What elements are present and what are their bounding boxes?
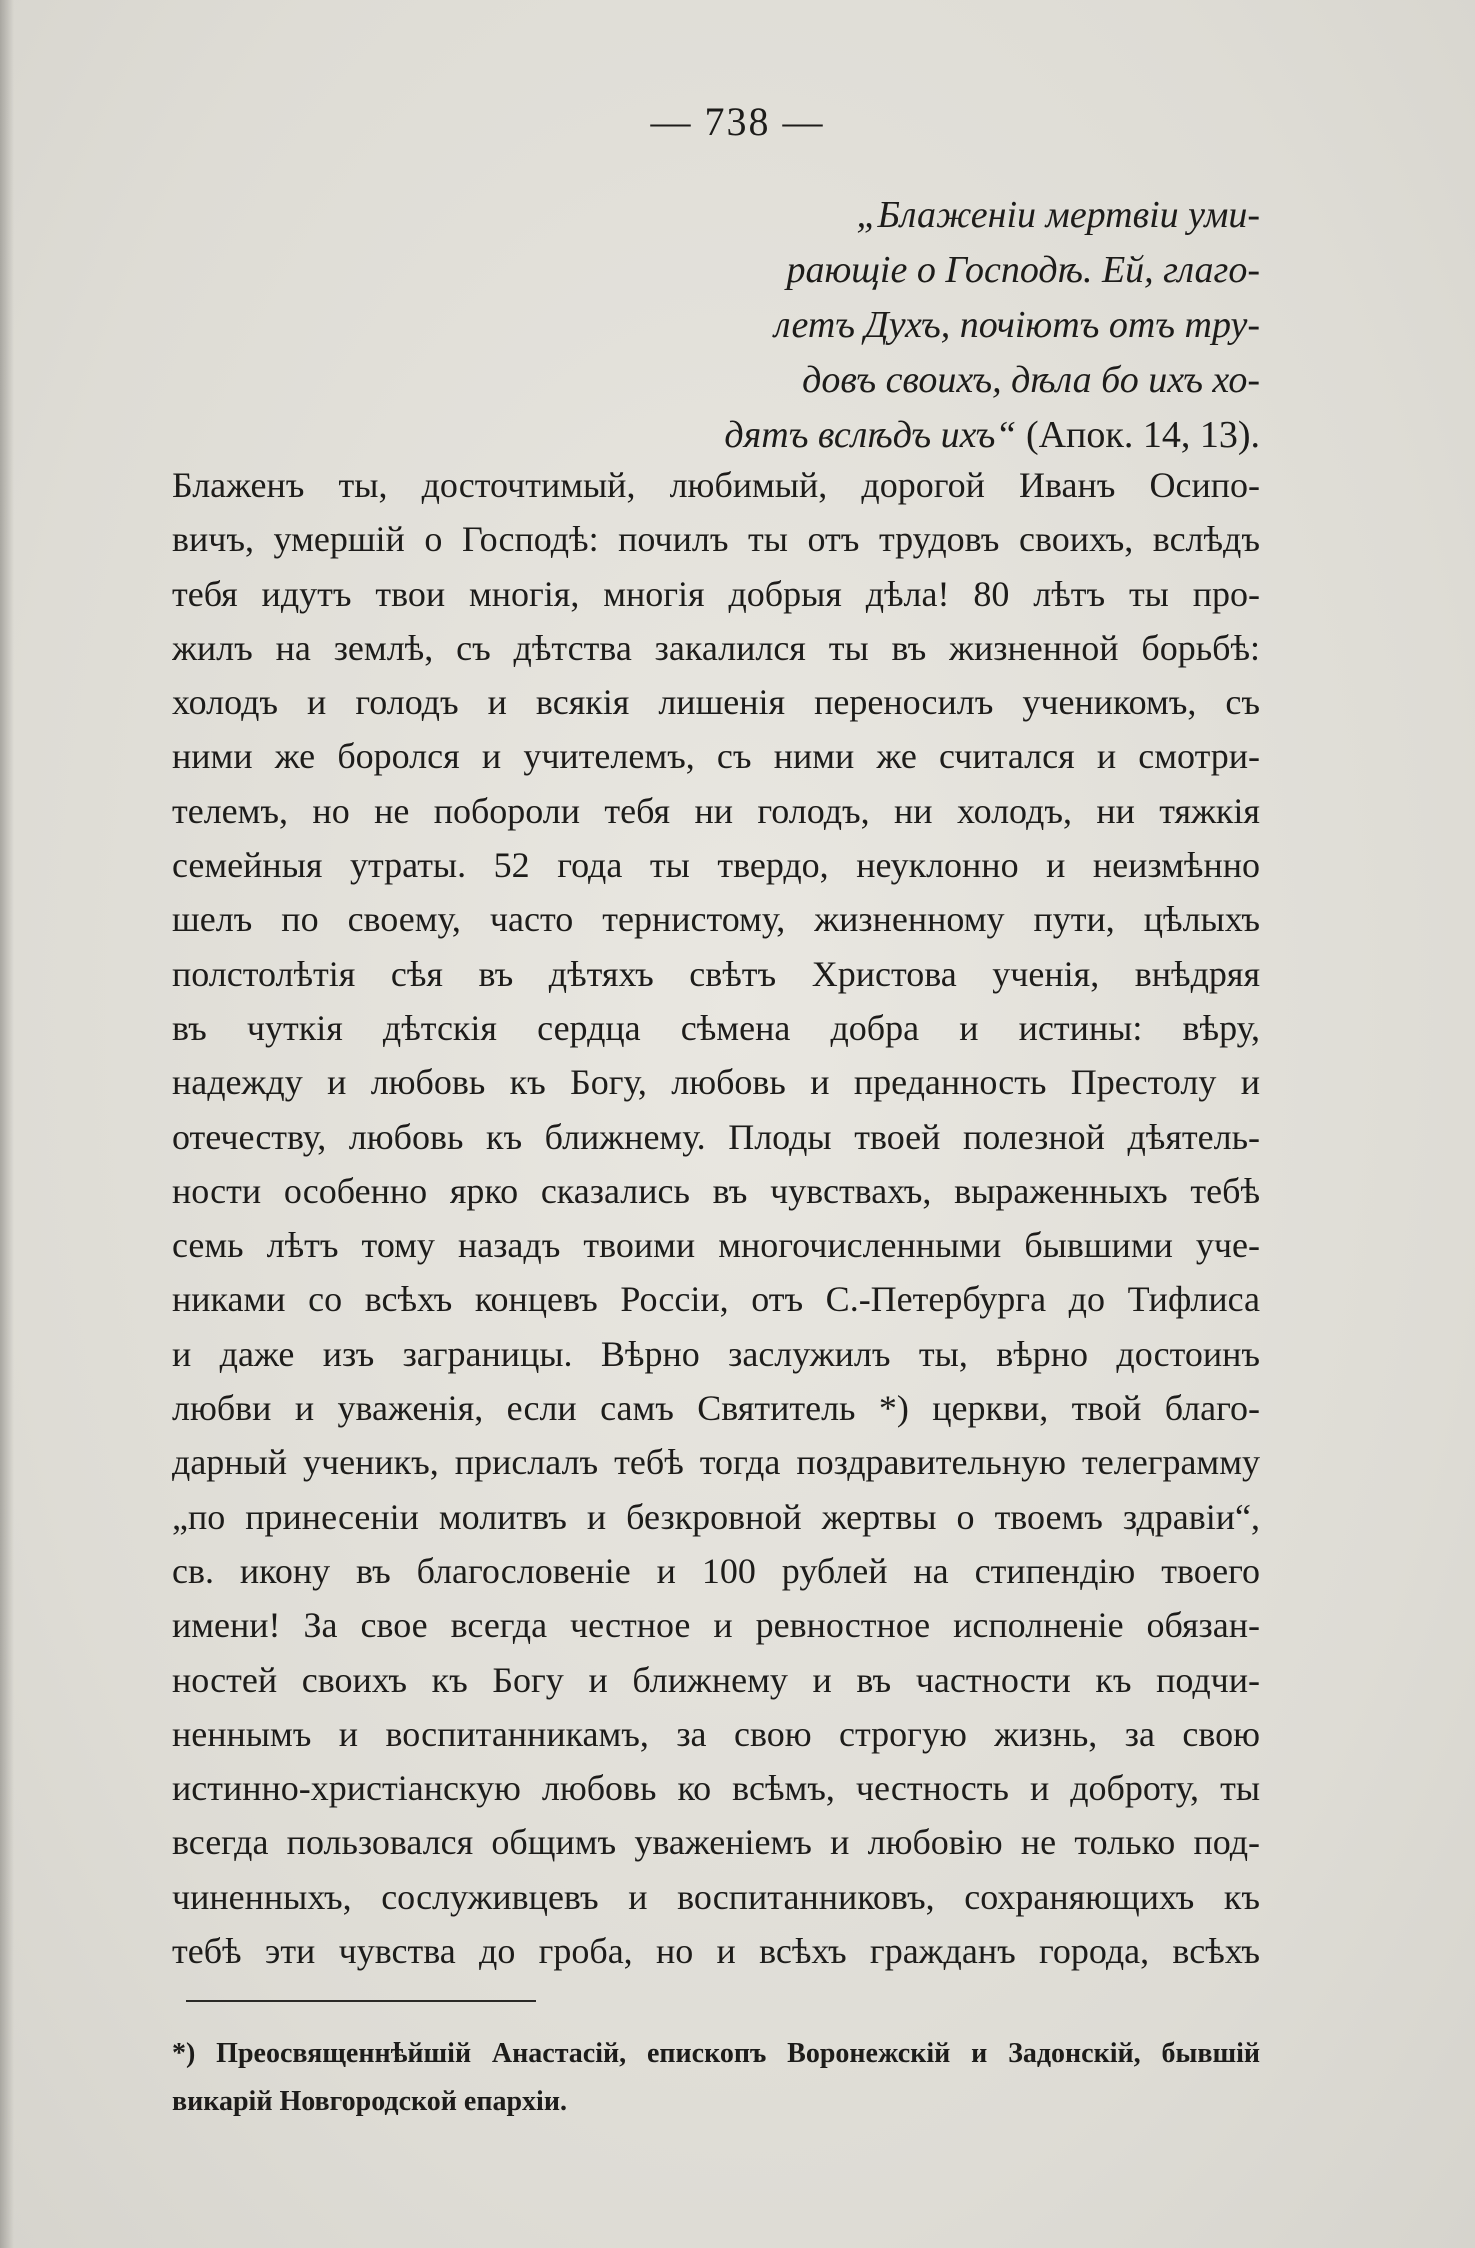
text-line: отечеству, любовь къ ближнему. Плоды твоей полезной дѣятель- (172, 1116, 1260, 1157)
text-line: шелъ по своему, часто тернистому, жизненному пути, цѣлыхъ (172, 899, 1260, 940)
text-line: имени! За свое всегда честное и ревностное исполненіе обязан- (172, 1605, 1260, 1646)
text-line: вичъ, умершій о Господѣ: почилъ ты отъ трудовъ своихъ, вслѣдъ (172, 519, 1260, 560)
epigraph-line: довъ своихъ, дѣла бо ихъ хо- (802, 359, 1260, 401)
text-line: семейныя утраты. 52 года ты твердо, неуклонно и неизмѣнно (172, 845, 1260, 886)
text-line: тебѣ эти чувства до гроба, но и всѣхъ гражданъ города, всѣхъ (172, 1931, 1260, 1972)
text-line: св. икону въ благословеніе и 100 рублей на стипендію твоего (172, 1550, 1260, 1591)
text-line: истинно-христіанскую любовь ко всѣмъ, честность и доброту, ты (172, 1768, 1260, 1809)
text-line: холодъ и голодъ и всякія лишенія переносилъ ученикомъ, съ (172, 682, 1260, 723)
footnote-divider (186, 2000, 536, 2002)
text-line: семь лѣтъ тому назадъ твоими многочисленными бывшими уче- (172, 1225, 1260, 1266)
text-line: ностей своихъ къ Богу и ближнему и въ частности къ подчи- (172, 1659, 1260, 1700)
text-line: „по принесеніи молитвъ и безкровной жертвы о твоемъ здравіи“, (172, 1496, 1260, 1537)
epigraph (720, 188, 1260, 463)
page-edge-shadow (0, 0, 14, 2248)
footnote-line: викарій Новгородской епархіи. (172, 2086, 567, 2117)
text-line: полстолѣтія сѣя въ дѣтяхъ свѣтъ Христова ученія, внѣдряя (172, 953, 1260, 994)
text-line: и даже изъ заграницы. Вѣрно заслужилъ ты, вѣрно достоинъ (172, 1333, 1260, 1374)
epigraph-line: дятъ вслѣдъ ихъ“ (Апок. 14, 13). (724, 414, 1260, 456)
text-line: ности особенно ярко сказались въ чувствахъ, выраженныхъ тебѣ (172, 1170, 1260, 1211)
footnote-line: *) Преосвященнѣйшій Анастасій, епископъ Воронежскій и Задонскій, бывшій (172, 2038, 1260, 2069)
text-line: дарный ученикъ, прислалъ тебѣ тогда поздравительную телеграмму (172, 1442, 1260, 1483)
body-text (172, 458, 1260, 1978)
text-line: надежду и любовь къ Богу, любовь и преданность Престолу и (172, 1062, 1260, 1103)
text-line: телемъ, но не побороли тебя ни голодъ, ни холодъ, ни тяжкія (172, 790, 1260, 831)
text-line: любви и уваженія, если самъ Святитель *) церкви, твой благо- (172, 1388, 1260, 1429)
epigraph-line: летъ Духъ, почіютъ отъ тру- (773, 304, 1260, 346)
text-line: Блаженъ ты, досточтимый, любимый, дорогой Иванъ Осипо- (172, 465, 1260, 505)
text-line: неннымъ и воспитанникамъ, за свою строгую жизнь, за свою (172, 1713, 1260, 1754)
text-line: всегда пользовался общимъ уваженіемъ и любовію не только под- (172, 1822, 1260, 1863)
page-number: — 738 — (650, 99, 825, 144)
epigraph-line: рающіе о Господѣ. Ей, глаго- (786, 249, 1260, 291)
text-line: жилъ на землѣ, съ дѣтства закалился ты въ жизненной борьбѣ: (172, 627, 1260, 668)
text-line: чиненныхъ, сослуживцевъ и воспитанниковъ, сохраняющихъ къ (172, 1876, 1260, 1917)
text-line: никами со всѣхъ концевъ Россіи, отъ С.-Петербурга до Тифлиса (172, 1279, 1260, 1320)
text-line: въ чуткія дѣтскія сердца сѣмена добра и истины: вѣру, (172, 1007, 1260, 1048)
epigraph-line: „Блаженіи мертвіи уми- (856, 194, 1260, 236)
footnote (172, 2030, 1260, 2126)
text-line: тебя идутъ твои многія, многія добрыя дѣла! 80 лѣтъ ты про- (172, 573, 1260, 614)
text-line: ними же боролся и учителемъ, съ ними же считался и смотри- (172, 736, 1260, 777)
